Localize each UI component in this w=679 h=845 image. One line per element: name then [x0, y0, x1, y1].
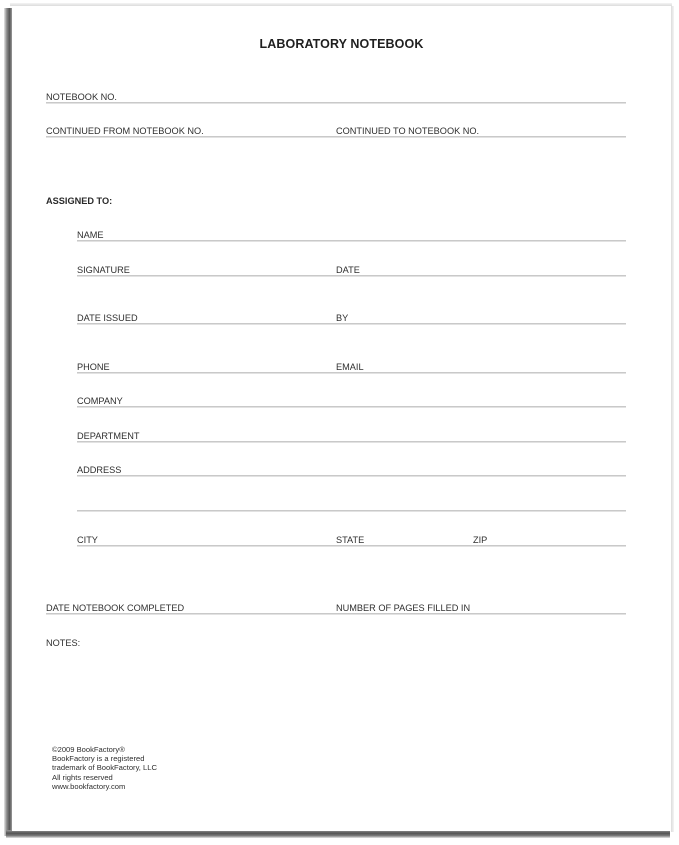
city-label: CITY — [77, 535, 98, 545]
name-label: NAME — [77, 230, 104, 240]
date-completed-label: DATE NOTEBOOK COMPLETED — [46, 603, 185, 613]
footer-trademark-1: BookFactory is a registered — [52, 754, 145, 764]
email-line — [336, 372, 626, 374]
notes-area[interactable] — [46, 652, 626, 732]
zip-label: ZIP — [473, 535, 488, 545]
page-title: LABORATORY NOTEBOOK — [259, 37, 424, 51]
zip-field[interactable] — [473, 533, 626, 547]
page-shadow-bottom — [6, 830, 670, 838]
copyright-footer — [52, 745, 157, 791]
continued-to-label: CONTINUED TO NOTEBOOK NO. — [336, 126, 480, 136]
date-label: DATE — [336, 265, 360, 275]
date-line — [336, 275, 626, 277]
page-shadow-right — [671, 6, 674, 832]
notebook-no-label: NOTEBOOK NO. — [46, 92, 117, 102]
name-field[interactable] — [77, 228, 626, 242]
signature-line — [77, 275, 336, 277]
date-issued-label: DATE ISSUED — [77, 313, 138, 323]
company-field[interactable] — [77, 394, 626, 408]
city-line — [77, 545, 336, 547]
date-field[interactable] — [336, 263, 626, 277]
by-field[interactable] — [336, 311, 626, 325]
continued-to-field[interactable] — [336, 124, 626, 138]
state-line — [336, 545, 473, 547]
company-label: COMPANY — [77, 396, 123, 406]
signature-field[interactable] — [77, 263, 336, 277]
department-line — [77, 441, 626, 443]
continued-from-line — [46, 136, 336, 138]
address-line — [77, 475, 626, 477]
continued-from-field[interactable] — [46, 124, 336, 138]
notes-label: NOTES: — [46, 638, 81, 648]
date-completed-line — [46, 613, 336, 615]
date-completed-field[interactable] — [46, 601, 336, 615]
city-field[interactable] — [77, 533, 336, 547]
notebook-no-line — [46, 102, 626, 104]
department-field[interactable] — [77, 429, 626, 443]
address-label: ADDRESS — [77, 465, 122, 475]
footer-trademark-2: trademark of BookFactory, LLC — [52, 763, 157, 773]
page-shadow-left — [4, 8, 12, 836]
pages-filled-label: NUMBER OF PAGES FILLED IN — [336, 603, 471, 613]
notebook-page — [12, 6, 671, 831]
by-line — [336, 323, 626, 325]
signature-label: SIGNATURE — [77, 265, 130, 275]
zip-line — [473, 545, 626, 547]
phone-label: PHONE — [77, 362, 110, 372]
pages-filled-field[interactable] — [336, 601, 626, 615]
notebook-no-field[interactable] — [46, 90, 626, 104]
company-line — [77, 406, 626, 408]
address-line-2 — [77, 510, 626, 512]
name-line — [77, 240, 626, 242]
continued-from-label: CONTINUED FROM NOTEBOOK NO. — [46, 126, 204, 136]
department-label: DEPARTMENT — [77, 431, 140, 441]
date-issued-line — [77, 323, 336, 325]
phone-line — [77, 372, 336, 374]
assigned-to-heading: ASSIGNED TO: — [46, 196, 113, 206]
phone-field[interactable] — [77, 360, 336, 374]
footer-website: www.bookfactory.com — [52, 781, 126, 791]
by-label: BY — [336, 313, 349, 323]
state-field[interactable] — [336, 533, 473, 547]
email-field[interactable] — [336, 360, 626, 374]
footer-copyright: ©2009 BookFactory® — [52, 745, 125, 754]
continued-to-line — [336, 136, 626, 138]
date-issued-field[interactable] — [77, 311, 336, 325]
email-label: EMAIL — [336, 362, 364, 372]
address-field[interactable] — [77, 463, 626, 477]
state-label: STATE — [336, 535, 365, 545]
footer-rights: All rights reserved — [52, 772, 113, 782]
address-line-2-field[interactable] — [77, 498, 626, 512]
pages-filled-line — [336, 613, 626, 615]
